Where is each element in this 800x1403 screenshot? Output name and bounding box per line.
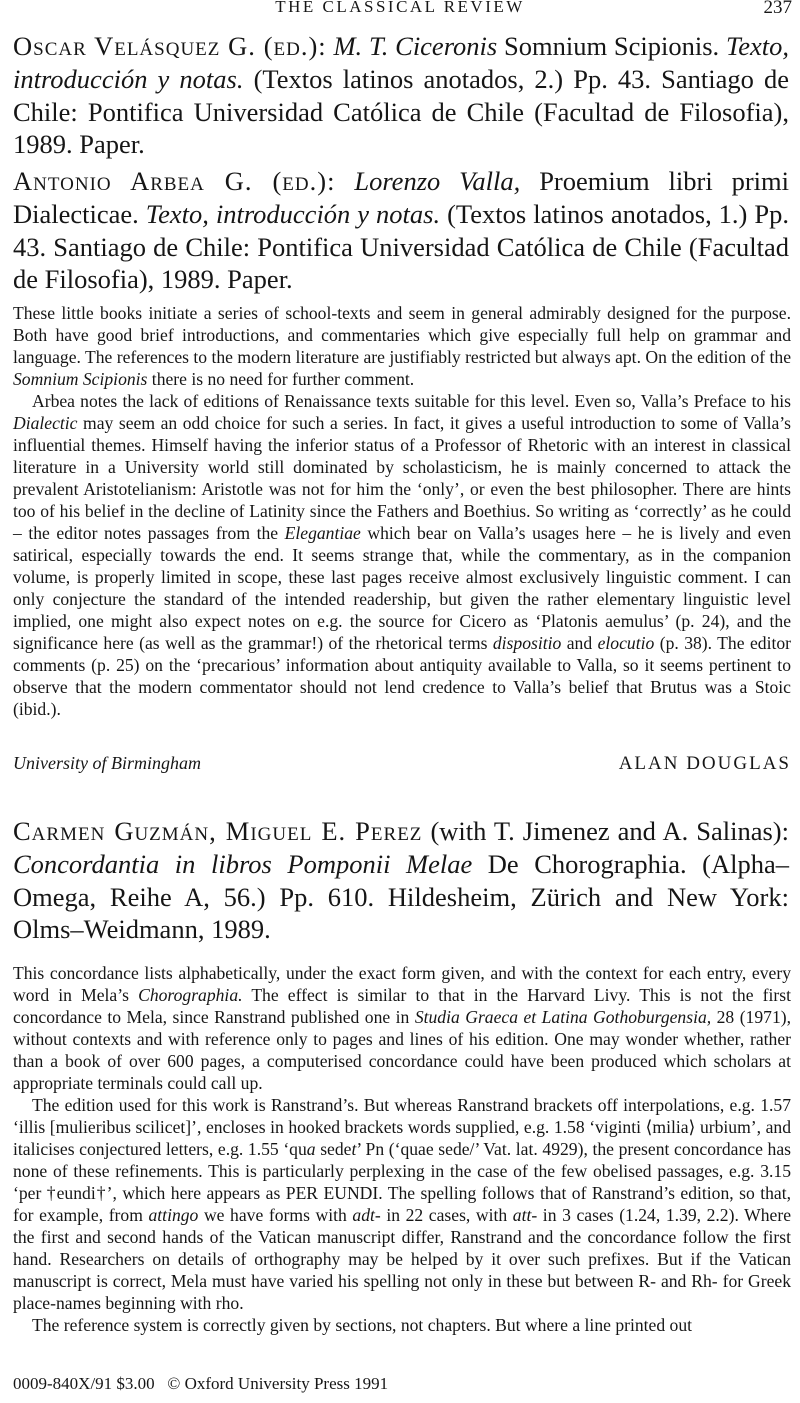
review-3-details: (Alpha–Omega, Reihe A, 56.) Pp. 610. Hildesheim, Zürich and New York: Olms–Weidmann, 1989. [13, 848, 789, 945]
review-3-book-subtitle: De Chorographia. [487, 848, 687, 879]
review-1-author: Oscar Velásquez G. (ed.): [13, 31, 327, 61]
review-1-book-title: M. T. Ciceronis [333, 31, 498, 61]
page-number: 237 [763, 0, 792, 18]
reviewer-name: ALAN DOUGLAS [618, 753, 791, 774]
review-2-details: (Textos latinos anotados, 1.) Pp. 43. Santiago de Chile: Pontifica Universidad Católica de Chile (Facultad de Filosofia), 1989. Paper. [13, 198, 789, 295]
review-1-details: (Textos latinos anotados, 2.) Pp. 43. Santiago de Chile: Pontifica Universidad Católica de Chile (Facultad de Filosofia), 1989. Paper. [13, 63, 790, 160]
review-2-author: Antonio Arbea G. (ed.): [13, 166, 336, 196]
review-3-heading [13, 815, 789, 946]
journal-title: THE CLASSICAL REVIEW [275, 0, 525, 16]
reviewer-affiliation: University of Birmingham [13, 753, 201, 773]
review-2-body [13, 302, 791, 720]
review-2-book-subtitle: Proemium libri primi Dialecticae. [13, 166, 790, 229]
review-2-edition-note: Texto, introducción y notas. [145, 198, 441, 229]
review-3-paragraph-3: The reference system is correctly given by sections, not chapters. But where a line printed out [32, 1315, 693, 1335]
review-3-paragraph-1: This concordance lists alphabetically, under the exact form given, and with the context for each entry, every word in Mela’s Chorographia. The effect is similar to that in the Harvard Livy. This is not the first concordance to Mela, since Ranstrand published one in Studia Graeca et Latina Gothoburgensia, 28 (1971), without contexts and with reference only to pages and lines of his edition. One may wonder whether, rather than a book of over 600 pages, a computerised concordance could have been produced which scholars at appropriate terminals could call up. [13, 963, 791, 1093]
review-2-paragraph-2: Arbea notes the lack of editions of Renaissance texts suitable for this level. Even so, Valla’s Preface to his Dialectic may seem an odd choice for such a series. In fact, it gives a useful introduction to some of Valla’s influential themes. Himself having the inferior status of a Professor of Rhetoric with an interest in classical literature in a University world still dominated by scholasticism, he is mainly concerned to attack the prevalent Aristotelianism: Aristotle was not for him the ‘only’, or even the best philosopher. There are hints too of his belief in the decline of Latinity since the Fathers and Boethius. So writing as ‘correctly’ as he could – the editor notes passages from the Elegantiae which bear on Valla’s usages here – he is lively and even satirical, especially towards the end. It seems strange that, while the commentary, as in the companion volume, is properly limited in scope, these last pages receive almost exclusively linguistic comment. I can only conjecture the standard of the intended readership, but given the rather elementary linguistic level implied, one might also expect notes on e.g. the source for Cicero as ‘Platonis aemulus’ (p. 24), and the significance here (as well as the grammar!) of the rhetorical terms dispositio and elocutio (p. 38). The editor comments (p. 25) on the ‘precarious’ information about antiquity available to Valla, so it seems pertinent to observe that the modern commentator should not lend credence to Valla’s belief that Brutus was a Stoic (ibid.). [13, 391, 791, 719]
review-2-heading [13, 165, 789, 296]
review-2-paragraph-1: These little books initiate a series of school-texts and seem in general admirably designed for the purpose. Both have good brief introductions, and commentaries which give especially full help on grammar and language. The references to the modern literature are justifiably restricted but always apt. On the edition of the Somnium Scipionis there is no need for further comment. [13, 303, 791, 389]
review-3-body [13, 962, 791, 1336]
running-header [0, 0, 800, 18]
page-footer [13, 1374, 388, 1394]
copyright: © Oxford University Press 1991 [167, 1374, 389, 1393]
review-1-book-subtitle: Somnium Scipionis. [504, 31, 720, 61]
review-3-paragraph-2: The edition used for this work is Ranstrand’s. But whereas Ranstrand brackets off interpolations, e.g. 1.57 ‘illis [mulieribus scilicet]’, encloses in hooked brackets words supplied, e.g. 1.58 ‘viginti ⟨milia⟩ urbium’, and italicises conjectured letters, e.g. 1.55 ‘qua sedet’ Pn (‘quae sede/’ Vat. lat. 4929), the present concordance has none of these refinements. This is particularly perplexing in the case of the few obelised passages, e.g. 3.15 ‘per †eundi†’, which here appears as PER EUNDI. The spelling follows that of Ranstrand’s edition, so that, for example, from attingo we have forms with adt- in 22 cases, with att- in 3 cases (1.24, 1.39, 2.2). Where the first and second hands of the Vatican manuscript differ, Ranstrand and the concordance follow the first hand. Researchers on details of orthography may be helped by it over such prefixes. But if the Vatican manuscript is correct, Mela must have varied his spelling not only in these but between R- and Rh- for Greek place-names beginning with rho. [13, 1095, 792, 1313]
review-2-book-title: Lorenzo Valla, [354, 166, 521, 196]
review-1-heading [13, 30, 789, 161]
review-1-edition-note: Texto, introducción y notas. [13, 31, 790, 94]
review-3-book-title: Concordantia in libros Pomponii Melae [13, 848, 473, 879]
review-2-signature [13, 753, 791, 777]
review-3-author: Carmen Guzmán, Miguel E. Perez [13, 816, 423, 846]
issn-price: 0009-840X/91 $3.00 [13, 1374, 155, 1393]
review-3-coauthors: (with T. Jimenez and A. Salinas): [430, 816, 789, 846]
